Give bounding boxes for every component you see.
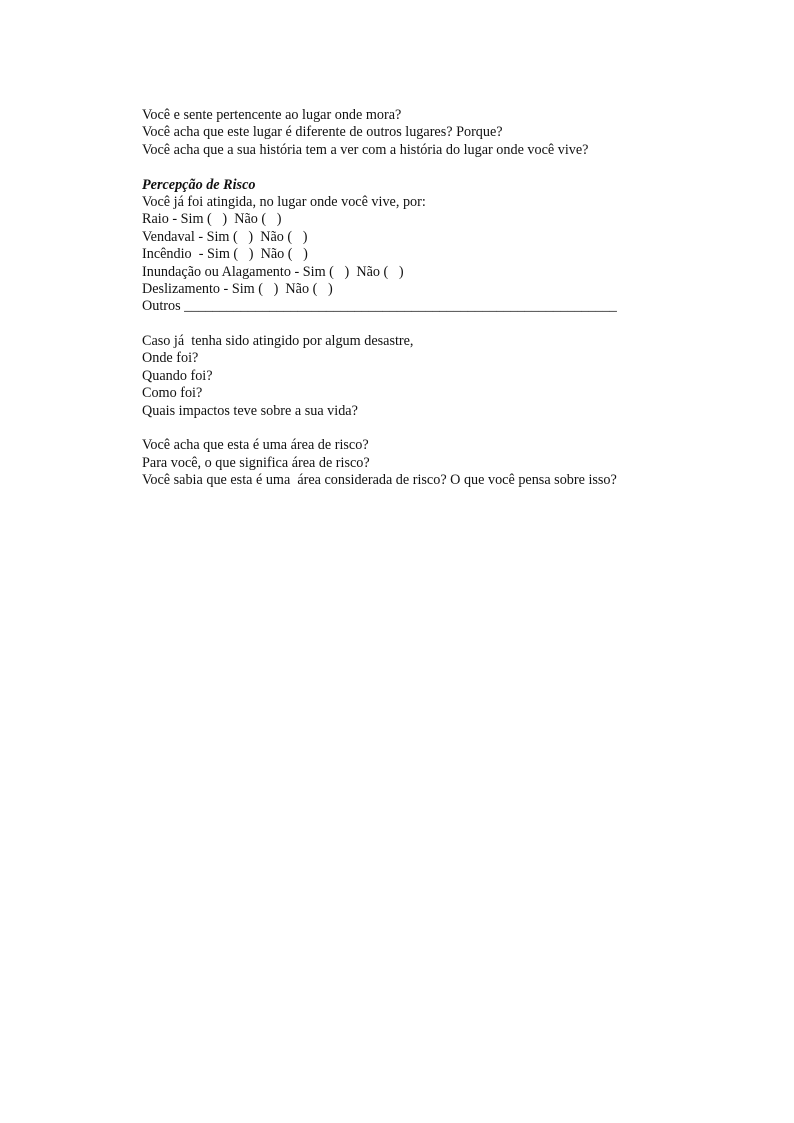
- question-when: Quando foi?: [142, 367, 213, 384]
- risk-item-outros: Outros _____________________________________________________________: [142, 298, 617, 315]
- question-history: Você acha que a sua história tem a ver com a história do lugar onde você vive?: [142, 141, 589, 158]
- risk-intro: Você já foi atingida, no lugar onde você vive, por:: [142, 193, 426, 210]
- question-impacts: Quais impactos teve sobre a sua vida?: [142, 402, 358, 419]
- disaster-intro: Caso já tenha sido atingido por algum desastre,: [142, 333, 414, 350]
- spacer: [142, 316, 762, 333]
- question-risk-awareness: Você sabia que esta é uma área considerada de risco? O que você pensa sobre isso?: [142, 472, 617, 489]
- risk-item-raio: Raio - Sim ( ) Não ( ): [142, 211, 282, 228]
- risk-item-incendio: Incêndio - Sim ( ) Não ( ): [142, 246, 308, 263]
- questionnaire-text: [142, 107, 762, 490]
- question-risk-area: Você acha que esta é uma área de risco?: [142, 437, 369, 454]
- risk-area-questions: [142, 437, 762, 489]
- question-where: Onde foi?: [142, 350, 199, 367]
- question-belonging: Você e sente pertencente ao lugar onde mora?: [142, 107, 402, 123]
- spacer: [142, 420, 762, 437]
- identity-questions: [142, 107, 762, 159]
- risk-item-inundacao: Inundação ou Alagamento - Sim ( ) Não ( ): [142, 263, 404, 280]
- risk-perception-section: [142, 177, 762, 316]
- risk-item-vendaval: Vendaval - Sim ( ) Não ( ): [142, 228, 308, 245]
- question-place-different: Você acha que este lugar é diferente de outros lugares? Porque?: [142, 124, 503, 141]
- question-how: Como foi?: [142, 385, 203, 402]
- spacer: [142, 159, 762, 176]
- question-risk-meaning: Para você, o que significa área de risco?: [142, 454, 370, 471]
- section-heading-risk: Percepção de Risco: [142, 176, 256, 193]
- risk-item-deslizamento: Deslizamento - Sim ( ) Não ( ): [142, 280, 333, 297]
- disaster-questions: [142, 333, 762, 420]
